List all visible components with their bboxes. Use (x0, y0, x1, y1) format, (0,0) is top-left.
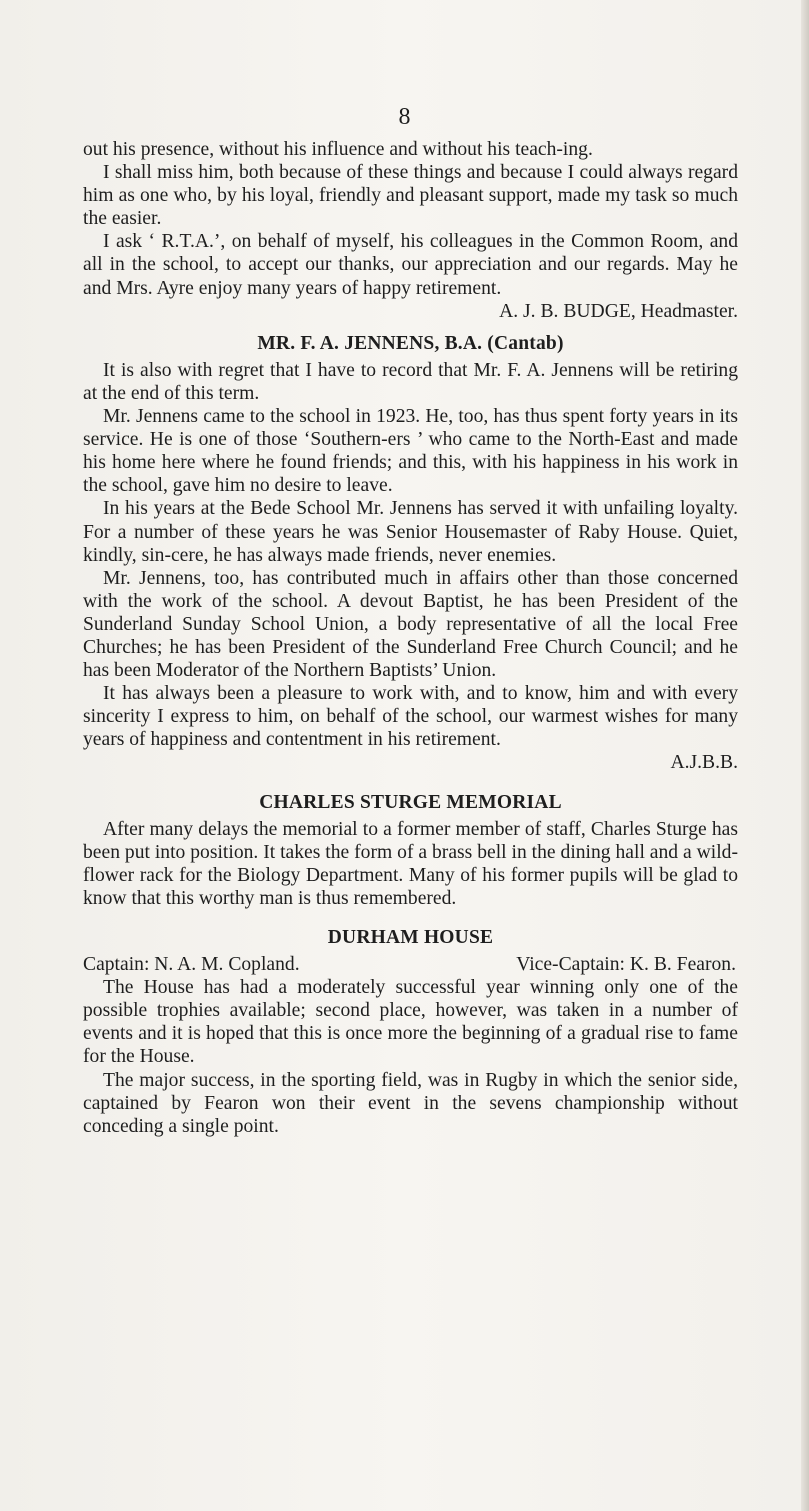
durham-heading: DURHAM HOUSE (327, 927, 494, 948)
sturge-paragraph-1: After many delays the memorial to a former member of staff, Charles Sturge has been put into position. It takes the form of a brass bell in the dining hall and a wild-flower rack for the Biology Department. Many of his former pupils will be glad to know that this worthy man is thus remembered. (83, 818, 738, 909)
page-edge (801, 0, 809, 1511)
jennens-heading: MR. F. A. JENNENS, B.A. (Cantab) (257, 332, 564, 354)
page-number: 8 (398, 104, 411, 130)
sturge-heading: CHARLES STURGE MEMORIAL (259, 791, 562, 813)
jennens-paragraph-4: Mr. Jennens, too, has contributed much in affairs other than those concerned with the work of the school. A devout Baptist, he has been President of the Sunderland Sunday School Union, a body representative of all the local Free Churches; he has been President of the Sunderland Free Church Council; and he has been Moderator of the Northern Baptists’ Union. (83, 567, 738, 682)
jennens-paragraph-3: In his years at the Bede School Mr. Jennens has served it with unfailing loyalty. For a number of these years he was Senior Housemaster of Raby House. Quiet, kindly, sin-cere, he has always made friends, never enemies. (83, 498, 738, 566)
intro-paragraph-3: I ask ‘ R.T.A.’, on behalf of myself, his colleagues in the Common Room, and all in the school, to accept our thanks, our appreciation and our regards. May he and Mrs. Ayre enjoy many years of happy retirement. (83, 231, 738, 299)
durham-captain: Captain: N. A. M. Copland. (83, 954, 300, 976)
intro-paragraph-1: out his presence, without his influence and without his teach-ing. (83, 139, 593, 160)
jennens-paragraph-2: Mr. Jennens came to the school in 1923. He, too, has thus spent forty years in its service. He is one of those ‘Southern-ers ’ who came to the North-East and made his home here where he found friends; and this, with his happiness in his work in the school, gave him no desire to leave. (83, 406, 738, 497)
intro-paragraph-2: I shall miss him, both because of these things and because I could always regard him as one who, by his loyal, friendly and pleasant support, made my task so much the easier. (83, 162, 738, 230)
jennens-signature: A.J.B.B. (670, 752, 738, 774)
durham-paragraph-1: The House has had a moderately successful year winning only one of the possible trophies available; second place, however, was taken in a number of events and it is hoped that this is once more the beginning of a gradual rise to fame for the House. (83, 977, 738, 1068)
headmaster-signature: A. J. B. BUDGE, Headmaster. (499, 300, 738, 322)
durham-paragraph-2: The major success, in the sporting field, was in Rugby in which the senior side, captained by Fearon won their event in the sevens championship without conceding a single point. (83, 1069, 738, 1137)
jennens-paragraph-1: It is also with regret that I have to record that Mr. F. A. Jennens will be retiring at the end of this term. (83, 359, 738, 404)
durham-vice-captain: Vice-Captain: K. B. Fearon. (516, 954, 736, 976)
durham-captains (83, 953, 738, 976)
article-body (83, 138, 738, 1138)
jennens-paragraph-5: It has always been a pleasure to work with, and to know, him and with every sincerity I express to him, on behalf of the school, our warmest wishes for many years of happiness and contentment in his retirement. (83, 683, 738, 751)
